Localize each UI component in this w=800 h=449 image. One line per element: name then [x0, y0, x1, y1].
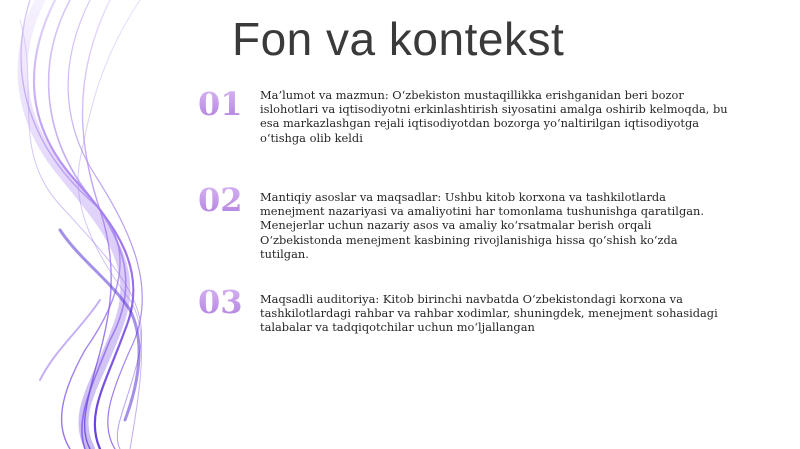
page-title: Fon va kontekst [232, 13, 565, 65]
item-text: Maqsadli auditoriya: Kitob birinchi navbatda O‘zbekistondagi korxona va tashkilotlardagi rahbar va rahbar xodimlar, shuningdek, menejment sohasidagi talabalar va tadqiqotchilar uchun mo‘ljallangan [260, 292, 718, 335]
item-number: 01 [198, 85, 243, 123]
purple-silk-wave-icon [0, 0, 180, 449]
item-text: Mantiqiy asoslar va maqsadlar: Ushbu kitob korxona va tashkilotlarda menejment nazariyasi va amaliyotini har tomonlama tushunishga qaratilgan. Menejerlar uchun nazariy asos va amaliy ko‘rsatmalar berish orqali O‘zbekistonda menejment kasbining rivojlanishiga hissa qo‘shish ko‘zda tutilgan. [260, 190, 704, 261]
item-number: 02 [198, 181, 243, 219]
item-text: Ma’lumot va mazmun: O‘zbekiston mustaqillikka erishganidan beri bozor islohotlari va iqtisodiyotni erkinlashtirish siyosatini amalga oshirib kelmoqda, bu esa markazlashgan rejali iqtisodiyotdan bozorga yo‘naltirilgan iqtisodiyotga o‘tishga olib keldi [260, 88, 728, 145]
item-number: 03 [198, 283, 243, 321]
